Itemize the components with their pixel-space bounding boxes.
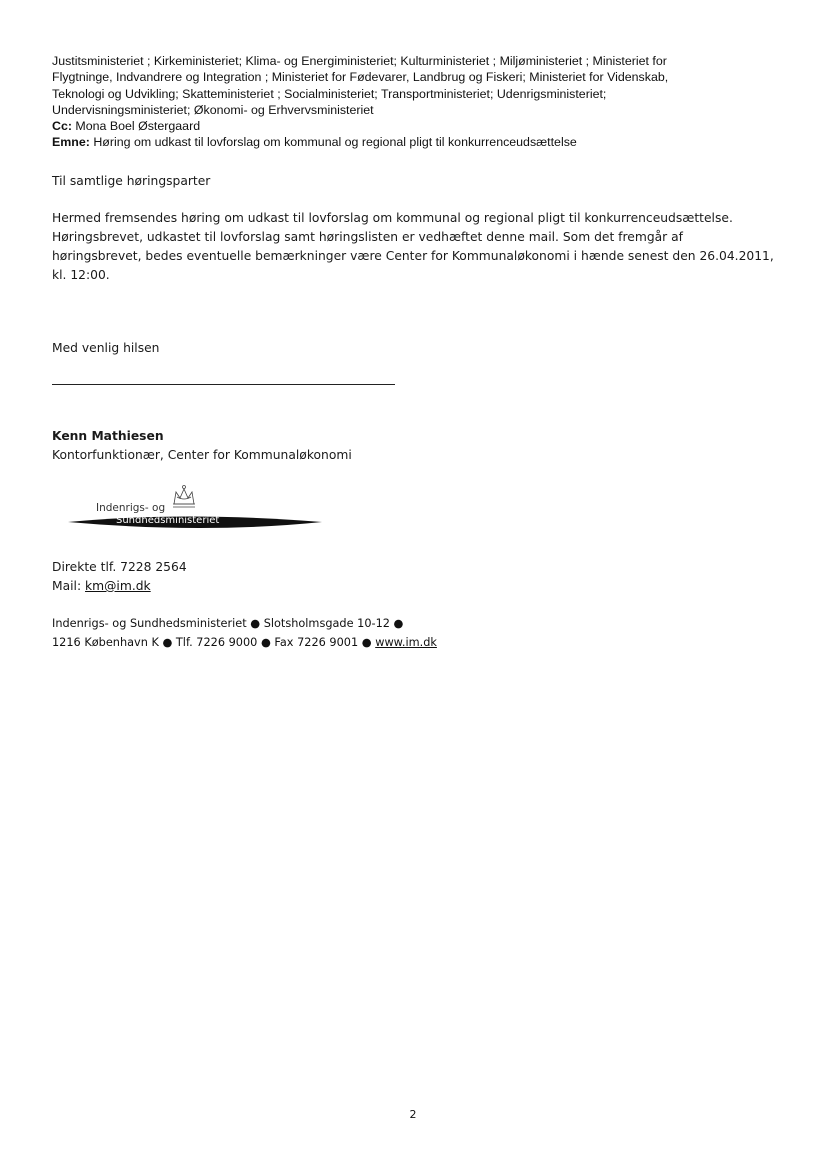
sender-name: Kenn Mathiesen	[52, 429, 164, 443]
sender-title: Kontorfunktionær, Center for Kommunaløkonomi	[52, 448, 352, 462]
footer-line-2	[52, 633, 437, 652]
subject-value: Høring om udkast til lovforslag om kommunal og regional pligt til konkurrenceudsættelse	[93, 135, 577, 150]
logo-text-2: Sundhedsministeriet	[116, 515, 220, 526]
ministry-footer	[52, 614, 437, 652]
closing: Med venlig hilsen	[52, 341, 160, 355]
footer-address: 1216 København K ● Tlf. 7226 9000 ● Fax 7226 9001 ●	[52, 636, 376, 649]
email-header	[52, 53, 782, 151]
paragraph-line-2: Høringsbrevet, udkastet til lovforslag samt høringslisten er vedhæftet denne mail. Som det fremgår af	[52, 230, 684, 244]
ministry-logo	[64, 484, 326, 534]
mail-label: Mail:	[52, 579, 86, 593]
recipients-line-2: Flygtninge, Indvandrere og Integration ; Ministeriet for Fødevarer, Landbrug og Fiskeri; Ministeriet for Videnskab,	[52, 70, 669, 85]
phone-line	[52, 558, 792, 577]
subject-label: Emne:	[52, 135, 90, 150]
cc-line	[52, 118, 782, 134]
greeting: Til samtlige høringsparter	[52, 174, 211, 188]
footer-line-1: Indenrigs- og Sundhedsministeriet ● Slotsholmsgade 10-12 ●	[52, 617, 404, 630]
paragraph-line-3: høringsbrevet, bedes eventuelle bemærkninger være Center for Kommunaløkonomi i hænde senest den 26.04.2011,	[52, 249, 774, 263]
paragraph-line-4: kl. 12:00.	[52, 268, 110, 282]
page-number: 2	[409, 1108, 417, 1121]
mail-line	[52, 577, 792, 596]
recipients-line-1: Justitsministeriet ; Kirkeministeriet; Klima- og Energiministeriet; Kulturministeriet ; Miljøministeriet ; Ministeriet for	[52, 54, 667, 68]
subject-line	[52, 134, 782, 150]
recipients-line-4: Undervisningsministeriet; Økonomi- og Erhvervsministeriet	[52, 102, 374, 117]
mail-link[interactable]: km@im.dk	[85, 579, 151, 593]
phone-label: Direkte tlf.	[52, 560, 121, 574]
contact-block	[52, 558, 792, 596]
cc-value: Mona Boel Østergaard	[75, 119, 201, 134]
recipients-line-3: Teknologi og Udvikling; Skatteministeriet ; Socialministeriet; Transportministeriet; Udenrigsministeriet;	[52, 86, 607, 101]
phone-number: 7228 2564	[120, 560, 187, 574]
crown-icon	[173, 486, 195, 508]
logo-text-1: Indenrigs- og	[96, 502, 166, 514]
signature-divider	[52, 384, 395, 385]
cc-label: Cc:	[52, 119, 72, 134]
message-paragraph	[52, 209, 792, 285]
paragraph-line-1: Hermed fremsendes høring om udkast til lovforslag om kommunal og regional pligt til konkurrenceudsættelse.	[52, 211, 733, 225]
website-link[interactable]: www.im.dk	[375, 636, 437, 649]
signature-block	[52, 427, 792, 465]
